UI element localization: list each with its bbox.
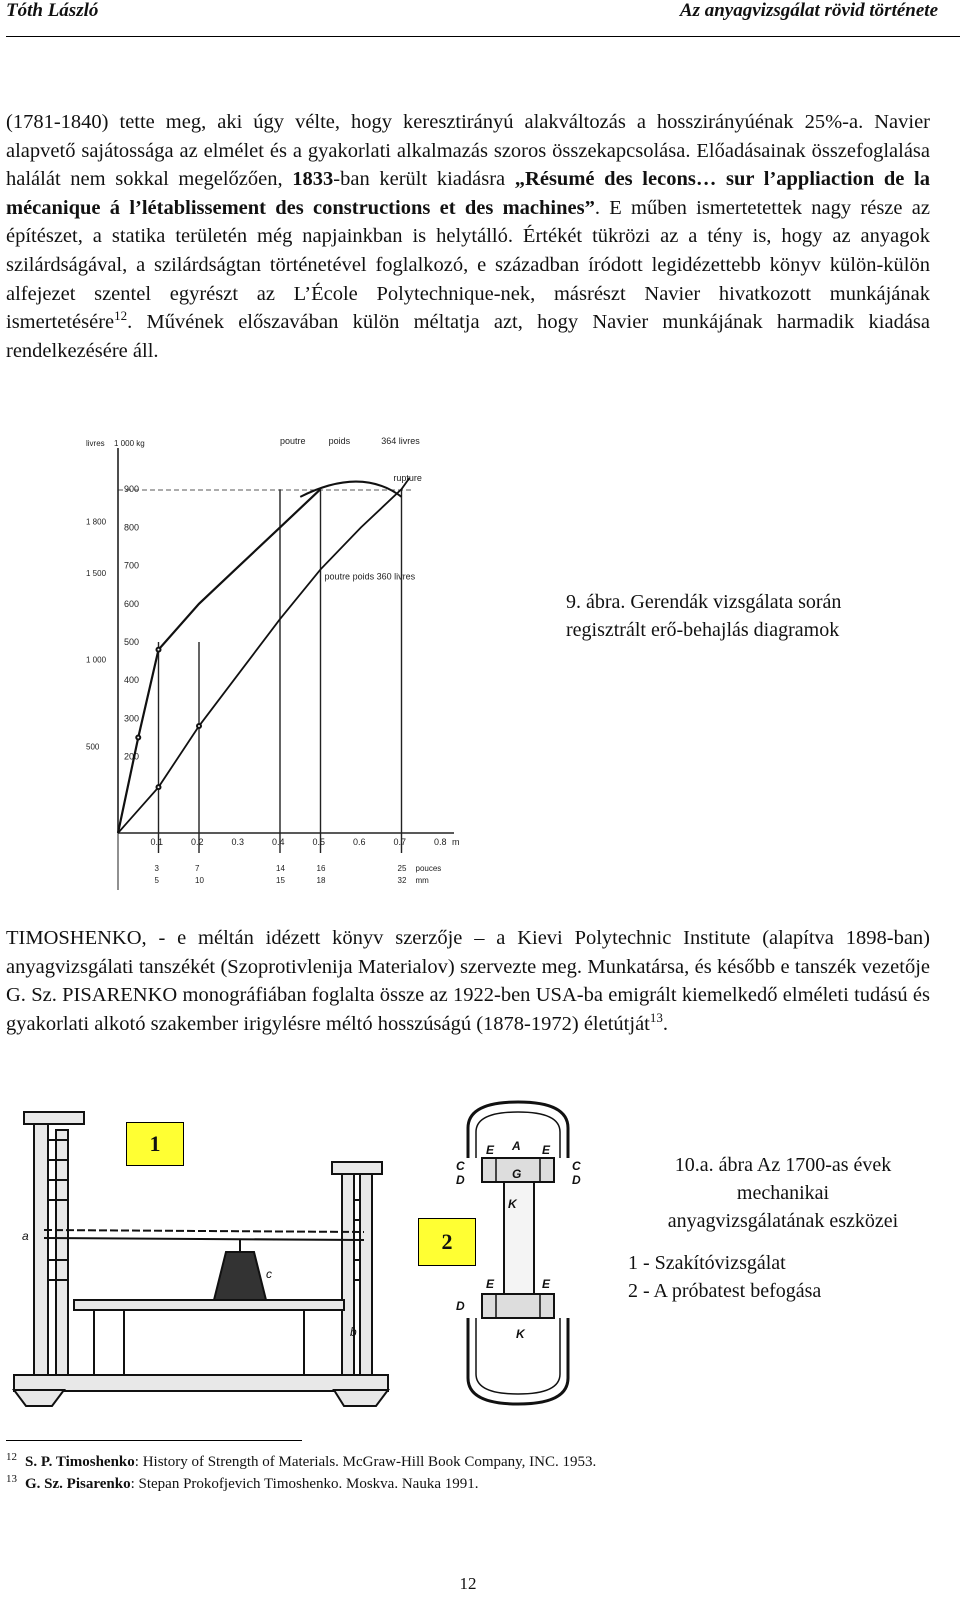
x-tick-label: 0.7: [393, 837, 407, 847]
left-post-outer: [34, 1120, 48, 1390]
base-beam: [14, 1375, 388, 1391]
x-mm-tick: 10: [195, 876, 204, 885]
figure10-caption-line3: anyagvizsgálatának eszközei: [667, 1210, 899, 1232]
figure9-caption-line2: regisztrált erő-behajlás diagramok: [566, 619, 840, 641]
figure9-caption: [566, 588, 926, 644]
y-livres-header: livres: [86, 439, 105, 448]
x-mm-tick: 18: [316, 876, 326, 885]
label-K-bottom: K: [516, 1327, 525, 1341]
figure10-caption-line2: mechanikai: [736, 1182, 830, 1204]
x-pouces-tick: 3: [154, 864, 159, 873]
series-line-1: [118, 478, 410, 833]
footnote-ref-12[interactable]: 12: [114, 308, 128, 324]
figure10-caption-line1: 10.a. ábra Az 1700-as évek: [674, 1154, 892, 1176]
y-livres-tick-label: 1 500: [86, 569, 107, 579]
page-header: [6, 0, 960, 37]
footnote-separator: [6, 1440, 302, 1441]
x-pouces-tick: 16: [316, 864, 326, 873]
right-post-outer: [342, 1170, 354, 1390]
figure9-caption-line1: 9. ábra. Gerendák vizsgálata során: [566, 591, 842, 613]
annotation-rupture: rupture: [393, 473, 422, 484]
footnote-12-author: S. P. Timoshenko: [25, 1454, 135, 1470]
label-A-top: A: [512, 1139, 521, 1153]
figure10-caption: [628, 1151, 938, 1305]
label-C-top-right: C: [572, 1159, 581, 1173]
x-pouces-tick: 14: [276, 864, 285, 873]
y-kg-tick-label: 900: [124, 484, 140, 495]
annotation-poutre: poutre: [280, 436, 306, 446]
x-mm-tick: 5: [154, 876, 159, 885]
y-kg-tick-label: 700: [124, 560, 140, 571]
annotation-364-livres: 364 livres: [381, 436, 420, 446]
p1-text-d: . Művének előszavában külön méltatja azt, hogy Navier munkájának harmadik kiadása rendelkezésére áll.: [6, 311, 930, 362]
x-mm-unit: mm: [415, 876, 429, 885]
header-author: Tóth László: [6, 0, 99, 21]
footnote-12-text: : History of Strength of Materials. McGraw-Hill Book Company, INC. 1953.: [134, 1454, 597, 1470]
page-number: 12: [459, 1574, 477, 1593]
label-E-bottom-right: E: [542, 1277, 551, 1291]
footnote-12-number: 12: [6, 1451, 17, 1463]
y-livres-tick-label: 1 800: [86, 517, 107, 527]
tension-rod: [44, 1238, 364, 1240]
paragraph-navier: [6, 108, 930, 365]
label-c-1: c: [266, 1267, 272, 1281]
label-E-top-left: E: [486, 1143, 495, 1157]
x-tick-label: 0.4: [272, 837, 285, 847]
x-mm-tick: 15: [276, 876, 285, 885]
label-b-1: b: [350, 1325, 357, 1339]
header-title: Az anyagvizsgálat rövid története: [679, 0, 938, 21]
x-tick-label: 0.1: [150, 837, 164, 847]
specimen-bar: [44, 1230, 364, 1232]
x-tick-label: 0.3: [231, 837, 245, 847]
label-a-1: a: [22, 1229, 29, 1243]
p2-text-a: TIMOSHENKO, - e méltán idézett könyv szerzője – a Kievi Polytechnic Institute (alapítva 1898-ban) anyagvizsgálati tanszékét (Szoprotivlenija Materialov) szervezte meg. Munkatársa, és később e tanszék vezetője G. Sz. PISARENKO monográfiában foglalta össze az 1922-ben USA-ba emigrált kiemelkedő elméleti tudású és gyakorlati alkotó szakember irigylésre méltó hosszúságú (1878-1972) életútját: [6, 927, 930, 1035]
figure-number-box-1: 1: [126, 1122, 184, 1166]
label-E-bottom-left: E: [486, 1277, 495, 1291]
series-point-1-1: [157, 785, 161, 789]
y-kg-tick-label: 800: [124, 522, 140, 533]
lower-clamp: [482, 1294, 554, 1318]
y-kg-tick-label: 500: [124, 637, 140, 647]
annotation-poutre-360: poutre poids 360 livres: [324, 571, 416, 582]
series-point-0-1: [136, 736, 140, 740]
p2-text-b: .: [662, 1012, 668, 1035]
lower-rail: [74, 1300, 344, 1310]
right-foot: [334, 1390, 388, 1406]
label-D-top-left: D: [456, 1173, 465, 1187]
y-kg-tick-label: 200: [124, 751, 140, 762]
x-pouces-unit: pouces: [415, 864, 442, 873]
x-unit-label: m: [452, 837, 460, 847]
p1-text-b: -ban került kiadásra: [333, 168, 515, 191]
series-point-1-2: [197, 724, 201, 728]
figure10-item1: 1 - Szakítóvizsgálat: [628, 1252, 786, 1274]
label-C-top-left: C: [456, 1159, 465, 1173]
footnote-13-author: G. Sz. Pisarenko: [25, 1476, 131, 1492]
y-kg-tick-label: 600: [124, 598, 140, 609]
tensile-test-apparatus-drawing: [4, 1100, 404, 1410]
p1-text-a: (1781-1840) tette meg, aki úgy vélte, hogy keresztirányú alakváltozás a hosszirányúénak 25%-a. Navier alapvető sajátossága az elmélet és a gyakorlati alkalmazás szoros összekapcsolása. Előadásainak összefoglalása halálát nem sokkal megelőzően,: [6, 111, 930, 191]
p1-year: 1833: [292, 168, 334, 191]
label-D-top-right: D: [572, 1173, 581, 1187]
footnote-12: [6, 1452, 906, 1472]
label-E-top-right: E: [542, 1143, 551, 1157]
force-deflection-chart: [84, 428, 484, 890]
paragraph-timoshenko: [6, 924, 930, 1038]
x-pouces-tick: 7: [195, 864, 200, 873]
x-tick-label: 0.5: [312, 837, 326, 847]
x-mm-tick: 32: [397, 876, 407, 885]
x-tick-label: 0.8: [434, 837, 447, 847]
footnote-13-text: : Stepan Prokofjevich Timoshenko. Moskva. Nauka 1991.: [130, 1476, 479, 1492]
right-top-beam: [332, 1162, 382, 1174]
annotation-poids: poids: [328, 436, 351, 446]
right-post-inner: [360, 1170, 372, 1390]
figure10-item2: 2 - A próbatest befogása: [628, 1280, 822, 1302]
x-pouces-tick: 25: [397, 864, 407, 873]
y-livres-tick-label: 500: [86, 742, 100, 752]
y-livres-tick-label: 1 000: [86, 655, 107, 665]
series-line-0: [118, 489, 321, 833]
label-G: G: [512, 1167, 522, 1181]
footnote-ref-13[interactable]: 13: [649, 1009, 663, 1025]
y-kg-tick-label: 400: [124, 675, 140, 686]
left-top-beam: [24, 1112, 84, 1124]
figure-number-box-2: 2: [418, 1218, 476, 1266]
y-kg-tick-label: 300: [124, 713, 140, 724]
book-title: „Résumé des lecons… sur l’appliaction de la mécanique á l’létablissement des constructions et des machines”: [6, 168, 931, 219]
p1-text-c: . E műben ismertetettek nagy része az építészet, a statika területén még napjainkban is helytálló. Értékét tükrözi az a tény is, hogy az anyagok szilárdságával, a szilárdságtan történetével foglalkozó, e században íródott legidézettebb könyv külön-külön alfejezet szentel egyrészt az L’École Polytechnique-nek, másrészt Navier hivatkozott munkájának ismertetésére: [6, 196, 930, 334]
series-point-0-2: [157, 648, 161, 652]
footnote-13: [6, 1474, 906, 1494]
label-K-top: K: [508, 1197, 517, 1211]
x-tick-label: 0.2: [191, 837, 204, 847]
x-tick-label: 0.6: [353, 837, 366, 847]
hanging-weight: [214, 1252, 266, 1300]
label-D-bottom: D: [456, 1299, 465, 1313]
y-kg-header: 1 000 kg: [114, 439, 145, 448]
left-post-inner: [56, 1130, 68, 1380]
left-foot: [14, 1390, 64, 1406]
footnote-13-number: 13: [6, 1473, 17, 1485]
